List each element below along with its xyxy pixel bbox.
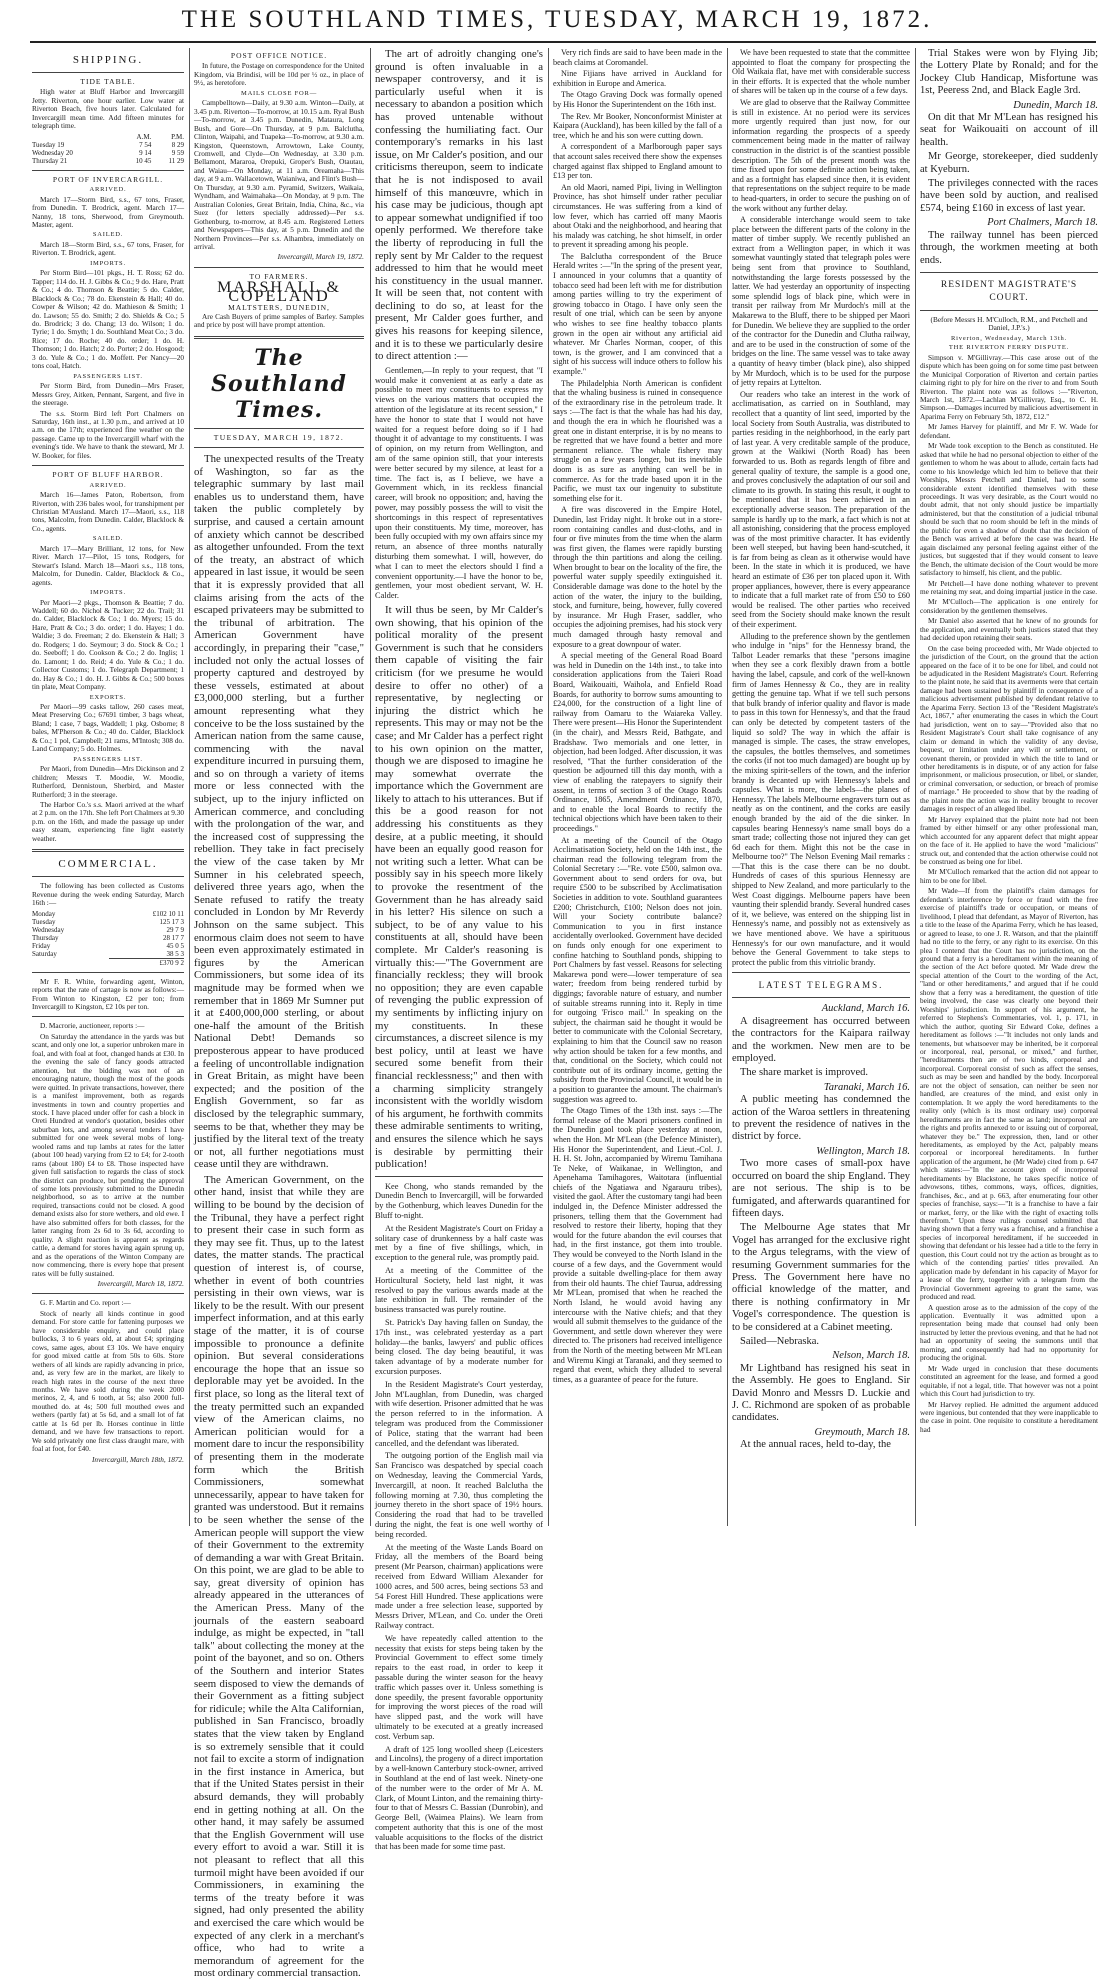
court-paragraph: Mr Petchell—I have done nothing whatever to prevent me retaining my seat, and doing impartial justice in the case. — [920, 578, 1098, 596]
passengers-label: PASSENGERS LIST. — [73, 755, 143, 763]
customs-table — [32, 910, 184, 967]
tide-row: Thursday 21 10 45 11 29 — [32, 156, 184, 165]
news-paragraph: We are glad to observe that the Railway Committee is still in existence. At no period were its services more urgently required than just now, for our information regarding the prospects of a speedy commencement being made in the matter of railway construction in the district is of the scantiest possible description. The 5th of the present month was the time fixed upon for some definite action being taken, and as a fortnight has elapsed since then, it is evident that representations on the subject require to be made to head-quarters, in order to secure the pushing on of the work without any further delay. — [732, 97, 910, 213]
telegrams-continued — [920, 48, 1098, 267]
firm-name: MARSHALL & COPELAND — [217, 279, 341, 305]
customs-row: Saturday 38 5 3 — [32, 949, 184, 958]
editorial-paragraph: The art of adroitly changing one's ground is often invaluable in a newspaper controversy, and it is particularly useful when it is necessary to abandon a position which has proved untenable without confessing the humiliating fact. Our contemporary's remarks in his last issue, on Mr Calder's position, and our criticisms thereupon, seem to indicate that he is not indisposed to avail himself of this manœuvre, which in his case may be judicious, though apt to appear somewhat undignified if too openly performed. We therefore take the liberty of reproducing in full the reply sent by Mr Calder to the request addressed to him that he would meet his constituency in the usual manner. It will be seen that, not content with declining to do so, at least for the present, Mr Calder goes further, and gives his reasons for keeping silence, and it is to these we particularly desire to direct attention :— — [375, 48, 543, 363]
news-paragraph: At a meeting of the Committee of the Horticultural Society, held last night, it was resolved to pay the various awards made at the late exhibition in full. The remainder of the business transacted was purely routine. — [375, 1266, 543, 1315]
court-paragraph: A question arose as to the admission of the copy of the application. Eventually it was admitted upon a representation being made that counsel had only been instructed by letter the previous evening, and that he had not had an opportunity of seeing the summons until that morning, and consequently had had no opportunity for producing the original. — [920, 1302, 1098, 1363]
tide-header-row: A.M. P.M. — [136, 132, 184, 141]
arrived-label: ARRIVED. — [89, 481, 127, 489]
news-paragraph: In the Resident Magistrate's Court yesterday, John M'Laughlan, from Dunedin, was charged with wife desertion. Prisoner admitted that he was the person referred to in the information. A telegram was produced from the Commissioner of Police, stating that the warrant had been cancelled, and the defendant was liberated. — [375, 1379, 543, 1448]
editorial-paragraph: It will thus be seen, by Mr Calder's own showing, that his opinion of the political morality of the present Government is such that he considers them capable of visiting the fair criticism (for we presume he would desire to offer no other) of a representative, by neglecting or injuring the district which he represents. This may or may not be the case; and Mr Calder has a perfect right to his own opinion on the matter, though we are disposed to imagine he may somewhat overrate the importance which the Government are likely to attach to his utterances. But if this be a good reason for not addressing his constituents as they desire, at a public meeting, it should have been an equally good reason for not writing such a letter. What can be possibly say in his speech more likely to provoke the resentment of the Government than he has already said in his letter? His silence on such a subject, to be of any value to his constituents at all, should have been complete. Mr Calder's reasoning is virtually this:—"The Government are financially reckless; they will brook no opposition; they are even capable of revenging the public expression of my sentiments by inflicting injury on my constituents. In these circumstances, a discreet silence is my best policy, until at least we have secured some benefit from their financial recklessness;" and then with a charming simplicity strangely inconsistent with the worldly wisdom of his argument, he forthwith commits these admirable sentiments to writing, and ensures the silence which he says is desirable by permitting their publication! — [375, 603, 543, 1171]
news-paragraph: The Otago Graving Dock was formally opened by His Honor the Superintendent on the 16th inst. — [553, 90, 722, 109]
divider — [194, 428, 364, 429]
customs-total-row: £370 9 2 — [32, 958, 184, 967]
imports-label: IMPORTS. — [90, 259, 126, 267]
column-rule — [548, 48, 549, 1526]
firm-subtitle: MALTSTERS, DUNEDIN, — [228, 303, 330, 313]
divider — [32, 465, 184, 466]
news-paragraph: Kee Chong, who stands remanded by the Dunedin Bench to Invercargill, will be forwarded by the Gothenburg, which leaves Dunedin for the Bluff to-night. — [375, 1181, 543, 1221]
column-court — [920, 48, 1098, 1526]
court-paragraph: Mr M'Culloch remarked that the action did not appear to him to be one for libel. — [920, 867, 1098, 885]
mails-close-label: MAILS CLOSE FOR— — [240, 89, 317, 97]
macrorie-signature: Invercargill, March 18, 1872. — [97, 1279, 184, 1289]
customs-row: Monday £102 10 11 — [32, 909, 184, 918]
telegram-paragraph: The railway tunnel has been pierced through, the workmen meeting at both ends. — [920, 229, 1098, 266]
mails-schedule: Campbelltown—Daily, at 9.30 a.m. Winton—Daily, at 3.45 p.m. Riverton—To-morrow, at 10.15 a.m. Ryal Bush—To-morrow, at 3.45 p.m. Dunedin, Mataura, Long Bush, and Gore—On Thursday, at 9 p.m. Balclutha, Clinton, Waipahi, and Tuapeka—To-morrow, at 9.30 a.m. Kingston, Queenstown, Arrowtown, Lake County, Cromwell, and Clyde—On Wednesday, at 3.30 p.m. Bellamont, Mararoa, Orepuki, Groper's Bush, Otautau, and Waiau—On Monday, at 11 a.m. Oreamaha—This day, at 9 a.m. Wallacetown, Waianiwa, and Flint's Bush—On Thursday, at 9.30 a.m. Pyramid, Switzers, Waikaia, Wyndham, and Waimahaka—On Monday, at 9 p.m. The Australian Colonies, Great Britain, India, China, &c., via Suez (for letters specially addressed)—Per s.s. Gothenburg, to-morrow, at 8.45 a.m. Registered Letters and Newspapers—This day, at 5 p.m. Dunedin and the Northern Provinces—Per s.s. Alhambra, immediately on arrival. — [194, 98, 364, 251]
tide-row: Tuesday 19 7 54 8 29 — [32, 140, 184, 149]
news-paragraph: The outgoing portion of the English mail via San Francisco was despatched by special coach on Wednesday, leaving the Commercial Yards, Invercargill, at noon. It reached Balclutha the following morning at 7.30, thus completing the journey thereto in the short space of 19½ hours. Considering the road that had to be travelled during the night, the feat is one well worthy of being recorded. — [375, 1451, 543, 1539]
court-case-title: THE RIVERTON FERRY DISPUTE. — [948, 344, 1070, 352]
divider — [375, 1176, 543, 1177]
telegram-paragraph: Two more cases of small-pox have occurred on board the ship England. They are not serious. The ship is to be fumigated, and afterwards quarantined for fifteen days. — [732, 1158, 910, 1219]
divider — [194, 267, 364, 268]
imports-label: IMPORTS. — [90, 589, 126, 597]
divider — [194, 336, 364, 339]
column-rule — [370, 48, 371, 1526]
invercargill-sailings: March 18—Storm Bird, s.s., 67 tons, Fraser, for Riverton. T. Brodrick, agent. — [32, 239, 184, 258]
latest-telegrams-heading: LATEST TELEGRAMS. — [758, 980, 884, 991]
court-paragraph: Mr Harvey replied. He admitted the argument adduced were ingenious, but contended that they were inapplicable to the case in point. One requisite to constitute a hereditament had — [920, 1399, 1098, 1434]
calder-letter: Gentlemen,—In reply to your request, that "I would make it convenient at as early a date as possible to meet my constituents to express my views on the various matters that occupied the attention of the legislature at its recent session," I have the honor to state that I would not have waited for a request before doing so if I had thought it of advantage to my constituents. I was of opinion, on my return from Wellington, and am of the same opinion still, that your interests were better secured by my silence, at least for a time. The fact is, as I believe, we have a Government which, in its reckless financial career, will brook no opposition; and, having the power, may possibly possess the will to visit the shortcomings in this respect of representatives upon their constituents. My time, moreover, has been fully occupied with my own affairs since my return, an absence of three months naturally disturbing them somewhat. I will, however, do what I can to meet the electors should I find a convenient opportunity.—I have the honor to be, gentlemen, your most obedient servant, W. H. Calder. — [375, 365, 543, 601]
port-invercargill-heading: PORT OF INVERCARGILL. — [52, 174, 164, 184]
macrorie-report: On Saturday the attendance in the yards was but scant, and only one lot, a superior unbroken mare in foal, and with foal at foot, changed hands at £30. In the evening the sale of fancy goods attracted attention, but the bidding was not of an encouraging nature, though the most of the goods were quitted. In private transactions, however, there is a manifest improvement, both as regards investments in town and country properties and stock. I have placed under offer for cash a block in Oreti Hundred at vendor's quotation, besides other suburban lots, and among several tenders I have submitted for one week several mobs of long-wooled rams and tup lambs at rates for the latter (about 100 head) varying from £2 to £4; for 2-tooth rams (about 180) £4 to £8. Those inspected have given full satisfaction to regards the class of stock the district can produce, but pending the approval of some lots previously submitted to the Dunedin neighborhood, so as to arrive at the number required, transactions could not be closed. A good demand exists also for store wethers, and old ewe. I have also submitted offers for both classes, for the latter ranging from 2s 6d to 3s 6d, according to quality. A slight reaction is apparent as regards cattle, a demand for stores having again sprung up, and as the operations of the Winton Company are now commencing, there is every hope that present rates will be fully sustained. — [32, 1031, 184, 1278]
column-editorial — [375, 48, 543, 1852]
news-paragraph: The Rev. Mr Booker, Nonconformist Minister at Kaipara (Auckland), has been killed by the fall of a tree, which he and his son were cutting down. — [553, 111, 722, 140]
court-paragraph: Mr Wade—If from the plaintiff's claim damages for defendant's interference by force or fraud with the free exercise of plaintiff's trade or occupation, or means of livelihood, I plead that defendant, as Mayor of Riverton, has a title to the lease of the Aparima Ferry, which he has leased, or agreed to lease, to one J. R. Watson, and that the plaintiff had no title to the ferry, or any right to its exercise. On this plea I contend that the Court has no jurisdiction, on the ground that a ferry is a hereditament within the meaning of the section of the Act before quoted. Mr Wade drew the special attention of the Court to the wording of the Act, "land or other hereditaments," and argued that if he could show that a ferry was a hereditament, the question of title being involved, the case was clearly one beyond their Worships' jurisdiction. In support of his argument, he referred to Stephens's Commentaries, vol. 1, p. 171, in which the author, quoting Sir Edward Coke, defines a hereditament as follows :—"It includes not only lands and tenements, but whatsoever may be inherited, be it corporeal or incorporeal, real, personal, or mixed," and further, "hereditaments then are of two kinds, corporeal and incorporeal. Corporeal consist of such as affect the senses, such as may be seen and handled by the body. Incorporeal are not the object of sensation, can neither be seen nor handled, are creatures of the mind, and exist only in contemplation. It we apply the word hereditaments to the reality only (which is its most ordinary use) corporeal hereditaments are in fact the same as land; incorporeal are the rights and profits annexed to or issuing out of corporeal, whatever they be." The expression, then, land or other hereditaments, as employed by the Act, palpably means corporeal or incorporeal hereditaments. In further application of the argument, he (Mr Wade) cited from p. 647 which states:—"In the account given of incorporeal hereditaments by Blackstone, he takes specific notice of advowsons, tithes, commons, ways, offices, dignities, franchises, &c., and at p. 663, after enumerating four other species of franchise, says:—"It is a franchise to have a fair or market, ferry, or the like with the right of exacting tolls therefrom." Upon these rulings counsel submitted that having shown that a ferry was a franchise, and a franchise a species of incorporeal hereditament, if he succeeded in showing that defendant or his lessee had a title to the ferry in question, this Court could not try the action as brought as to which of the contending parties' titles prevailed. An application made by defendant in his capacity of Mayor for a lease of the ferry, together with a telegram from the Provincial Government agreeing to grant the same, was produced and read. — [920, 886, 1098, 1302]
news-paragraph: Nine Fijians have arrived in Auckland for exhibition in Europe and America. — [553, 69, 722, 88]
telegram-paragraph: A disagreement has occurred between the contractors for the Kaipara railway and the workmen. New men are to be employed. — [732, 1015, 910, 1065]
news-paragraph: A fire was discovered in the Empire Hotel, Dunedin, last Friday night. It broke out in a store-room containing candles and dust-cloths, and in four or five minutes from the time when the alarm was first given, the flames were rapidly bursting through the thin partitions and along the ceiling. When brought to bear on the locality of the fire, the powerful water supply speedily extinguished it. Considerable damage was done to the hotel by the action of the water, the injury to the building, stock, and furniture, being, however, fully covered by insurance. Mr Hugh Fraser, saddler, who occupies the adjoining premises, had his stock very much damaged through hasty removal and exposure to a great downpour of water. — [553, 505, 722, 649]
paper-title: The Southland Times. — [211, 344, 347, 423]
divider — [920, 310, 1098, 311]
commercial-heading: COMMERCIAL. — [58, 858, 158, 871]
court-paragraph: Mr Daniel also asserted that he knew of no grounds for the application, and eventually both justices stated that they had decided upon retaining their seats. — [920, 616, 1098, 643]
telegram-dateline: Dunedin, March 18. — [1013, 99, 1098, 111]
sailed-label: SAILED. — [92, 231, 124, 239]
court-paragraph: Simpson v. M'Gillivray.—This case arose out of the dispute which has been going on for some time past between the Municipal Corporation of Riverton and certain parties claiming right to ply for hire on the river to and from South Riverton. The plaint note was as follows :—"Riverton, March 1st, 1872.—Lachlan M'Gillivray, Esq., to C. H. Simpson.—Damages incurred by malicious advertisement in Aparima Ferry on February 5th, 1872, £12." — [920, 352, 1098, 421]
masthead: THE SOUTHLAND TIMES, TUESDAY, MARCH 19, 1872. — [181, 6, 933, 33]
news-paragraph: The Otago Times of the 13th inst. says :—The formal release of the Maori prisoners confined in the Dunedin gaol took place yesterday at noon, when the Hon. Mr M'Lean (the Defence Minister), His Honor the Superintendent, and Lieut.-Col. J. H. H. St. John, accompanied by Wiremu Tamihana Te Neke, of Waikanae, in Wellington, and Apenehama Tamihagores, Waitotara (influential chiefs of the Ngatiawa and Ngarauru tribes), visited the gaol. After the customary tangi had been indulged in, the Defence Minister addressed the prisoners, telling them that the Government had resolved to restore their liberty, hoping that they would for the future abandon the evil courses that had, in the first instance, got them into trouble. They would be conveyed to the North Island in the course of a few days, and the Government would provide a suitable dwelling-place for them away from their old haunts. The chief Taurua, addressing Mr M'Lean, promised that when he reached the North Island, he would avoid having any intercourse with the Native chiefs; and that they would all submit themselves to the guidance of the Government, and settle down wherever they were directed to. The prisoners had received intelligence from the North of the meeting between Mr M'Lean and Wiremu Kingi at Taranaki, and they seemed to regard that event, which they alluded to several times, as a guarantee of peace for the future. — [553, 1106, 722, 1384]
bluff-arrivals: March 16—James Paton, Robertson, from Riverton, with 236 bales wool, for transhipment per Christian M'Ausland. March 17—Maori, s.s., 118 tons, Malcolm, from Dunedin. Calder, Blacklock & Co., agents. — [32, 490, 184, 533]
divider — [32, 849, 184, 852]
customs-intro: The following has been collected as Customs Revenue during the week ending Saturday, March 16th :— — [32, 881, 184, 908]
news-paragraph: A special meeting of the General Road Board was held in Dunedin on the 14th inst., to take into consideration applications from the Taieri Road Board, Waikouaiti, Waihola, and Enfield Road Boards, for authority to borrow sums amounting to £24,000, for the construction of a light line of railway from Oamaru to the Waiareka Valley. There were present—His Honor the Superintendent (in the chair), and Messrs Reid, Bathgate, and Bradshaw. Two memorials and one letter, in objection, had been lodged. After discussion, it was resolved, "That the further consideration of the question be adjourned till this day month, with a view of enabling the ratepayers to signify their assent, in terms of section 3 of the Otago Roads Ordinance, 1865, Amendment Ordinance, 1870, and to enable the local Boards to rectify the technical objections which have been taken to their proceedings." — [553, 651, 722, 833]
divider — [732, 997, 910, 998]
telegram-paragraph: The Melbourne Age states that Mr Vogel has arranged for the exclusive right to the Argus telegrams, with the view of resuming Government summaries for the Press. The Government here have no official knowledge of the matter, and there is nothing confirmatory in Mr Vogel's correspondence. The question is to be considered at a Cabinet meeting. — [732, 1222, 910, 1333]
telegram-paragraph: Mr George, storekeeper, died suddenly at Kyeburn. — [920, 151, 1098, 175]
column-rule — [727, 48, 728, 1526]
firm-advert: Are Cash Buyers of prime samples of Barley. Samples and price by post will have prompt attention. — [194, 311, 364, 330]
telegram-dateline: Port Chalmers, March 18. — [987, 217, 1098, 229]
divider — [32, 170, 184, 171]
bluff-imports: Per Maori—2 pkgs., Thomson & Beattie; 7 do. Waddell; 60 do. Nichol & Tucker; 22 do. Trail; 31 do. Calder, Blacklock & Co.; 1 do. Myers; 15 do. Hare, Pratt & Co.; 3 do. order; 1 do. Hayes; 1 do. Waldie; 3 do. Freeman; 2 do. Ekenstein & Hall; 3 do. Rodgers; 1 do. Seymour; 3 do. Stock & Co.; 1 do. Seeboff; 1 do. Cookson & Co.; 2 do. Inglis; 1 do. Lamont; 1 do. Reid; 4 do. Yule & Co.; 1 do. Collector Customs; 1 do. Telegraph Department; 1 do. Hay & Co.; 1 do. H. J. Gibbs & Co.; 500 boxes tin plate, Meat Company. — [32, 597, 184, 692]
court-paragraph: Mr M'Culloch—The application is one entirely for consideration by the gentlemen themselves. — [920, 597, 1098, 615]
sailed-label: SAILED. — [92, 535, 124, 543]
post-office-heading: POST OFFICE NOTICE. — [230, 51, 328, 60]
martin-signature: Invercargill, March 18th, 1872. — [91, 1454, 184, 1464]
news-paragraph: Our readers who take an interest in the work of acclimatisation, as carried on in Southland, may recollect that a quantity of lint seed, imported by the local Society from South Australia, was distributed to parties residing in the neighborhood, in the early part of last year. A very creditable sample of the produce, grown at the Waikiwi (North Road) has been forwarded to us. Both as regards length of fibre and general quality of texture, the sample is a good one, and proves conclusively the adaptation of our soil and climate to its growth. In stating this result, it ought to be mentioned that it has been achieved in an exceptionally adverse season. The preparation of the sample is hardly up to the mark, a fact which is not at all astonishing, considering that the process employed was of the most primitive character. It has evidently been well steeped, but having been hand-scutched, it is far from being as clean as it otherwise would have been. In the state in which it is produced, we have heard an estimate of £36 per ton placed upon it. With proper appliances, however, there is every appearance to indicate that a full market rate of from £50 to £60 would be realised. The other parties who received seed from the Society should make known the result of their experiment. — [732, 389, 910, 630]
divider — [194, 447, 364, 448]
court-paragraph: Mr Harvey explained that the plaint note had not been framed by either himself or any other professional man, which accounted for any apparent defect that might appear on the face of it. He applied to have the word "malicious" struck out, and contended that the action otherwise could not be construed as being one for libel. — [920, 814, 1098, 866]
arrived-label: ARRIVED. — [89, 186, 127, 194]
news-paragraph: An old Maori, named Pipi, living in Wellington Province, has shot himself under rather peculiar circumstances. He was suffering from a kind of low fever, which has carried off many Maoris about Otaki and the neighborhood, and hearing that his malady was catching, he shot himself, in order to prevent it spreading among his people. — [553, 182, 722, 250]
court-paragraph: Mr James Harvey for plaintiff, and Mr F. W. Wade for defendant. — [920, 422, 1098, 440]
martin-report: Stock of nearly all kinds continue in good demand. For store cattle for fattening purposes we have considerable enquiry, and could place bullocks, 3 to 6 years old, at about £4; springing cows, same ages, about £3 10s. We have enquiry for good mixed cattle at from 50s to 60s. Store wethers of all kinds are rapidly advancing in price, and, as very few are in the market, are likely to reach high rates in the course of the next three months. We have sold during the week 2000 merinos, 2, 4, and 6 tooth, at 5s; also 2000 full-mouthed do. at 4s; 500 full mouthed ewes and wethers (partly fat) at 5s 6d, and a small lot of fat cattle at 1s 6d per lb. Horses continue in little demand, and we have few transactions to report. We sold privately one first class draught mare, with foal at foot, for £40. — [32, 1308, 184, 1454]
divider — [732, 972, 910, 973]
column-shipping-commercial — [32, 48, 184, 1526]
tide-table — [32, 133, 184, 165]
bluff-exports: Per Maori—99 casks tallow, 260 cases meat, Meat Preserving Co.; 67691 timber, 3 bags wheat, Bland; 1 case, 7 bags, Waddell; 1 pkg. Osborne; 8 bales, M'Pherson & Co.; 40 do. Calder, Blacklock & Co.; 1 pol, Campbell; 21 rams, M'Intosh; 308 do. Land Company; 5 do. Holmes. — [32, 702, 184, 754]
invercargill-imports: Per Storm Bird—101 pkgs., H. T. Ross; 62 do. Tapper; 114 do. H. J. Gibbs & Co.; 9 do. Hare, Pratt & Co.; 4 do. Thomson & Beattie; 5 do. Calder, Blacklock & Co.; 78 do. Ekenstein & Hall; 40 do. Cowper & Wilson; 42 do. Mathieson & Smith; 1 do. Lawson; 55 do. Smith; 2 do. Shields & Co.; 5 do. Brodrick; 3 do. Chang; 13 do. Wilson; 1 do. Tyrie; 1 do. Smyth; 1 do. Southland Meat Co.; 3 do. Rice; 17 do. Roche; 40 do. order; 1 do. H. Thomson; 1 do. Hatch; 2 do. Porter; 2 do. Hosgood; 3 do. Yule & Co.; 1 do. Moffett. Per Nancy—20 tons coal, Hatch. — [32, 268, 185, 371]
bluff-sailings: March 17—Mary Brilliant, 12 tons, for New River. March 17—Pilot, 15 tons, Rodgers, for Stewart's Island. March 18—Maori s.s., 118 tons, Malcolm, for Dunedin. Calder, Blacklock & Co., agents. — [32, 543, 184, 587]
news-paragraph: St. Patrick's Day having fallen on Sunday, the 17th inst., was celebrated yesterday as a part holiday—the banks, lawyers' and public offices being closed. The day being beautiful, it was taken advantage of by a moderate number for excursion purposes. — [375, 1318, 543, 1377]
post-office-intro: In future, the Postage on correspondence for the United Kingdom, via Brindisi, will be 10d per ½ oz., in place of 9½, as heretofore. — [194, 61, 364, 88]
masthead-rule — [30, 41, 1096, 43]
telegram-paragraph: Mr Lightband has resigned his seat in the Assembly. He goes to England. Sir David Monro and Messrs D. Luckie and J. C. Richmond are spoken of as probable candidates. — [732, 1362, 910, 1424]
divider — [920, 272, 1098, 273]
passengers-label: PASSENGERS LIST. — [73, 372, 143, 380]
telegram-paragraph: At the annual races, held to-day, the — [740, 1439, 891, 1451]
news-paragraph: A draft of 125 long woolled sheep (Leicesters and Lincolns), the progeny of a direct importation by a well-known Canterbury stock-owner, arrived in Southland at the end of last week. Ninety-one of the number were to the order of Mr A. M. Clark, of Mount Linton, and the remaining thirty-four to that of Messrs C. Bassian (Dunrobin), and George Bell, (Waimea Plains). We learn from competent authority that this is one of the most valuable acquisitions to the flocks of the district that has been made for some time past. — [375, 1744, 543, 1852]
telegram-dateline: Nelson, March 18. — [832, 1350, 910, 1362]
farmers-heading: TO FARMERS. — [249, 271, 309, 281]
telegram-paragraph: Sailed—Nebraska. — [740, 1335, 820, 1347]
column-notices-leader — [194, 48, 365, 1980]
court-paragraph: On the case being proceeded with, Mr Wade objected to the jurisdiction of the Court, on the ground that the action appeared on the face of it to be one for libel, and could not be adjudicated in the Resident Magistrate's Court. Referring to the plaint note, he said that its averments were that certain damage had been sustained by plaintiff in consequence of a malicious advertisement published by defendant relative to the Aparima Ferry. Section 13 of the "Resident Magistrate's Act, 1867," after enumerating the cases in which the Court had jurisdiction, went on to say—"Provided also that no Resident Magistrate's Court shall take cognisance of any claim or demand in which the validity of any devise, bequest, or limitation under any will or settlement, or covenant therein, or provided in which the title to land or other hereditaments is in dispute, or of any action for false imprisonment, or malicious prosecution, or libel, or slander, or criminal conversation, or seduction, or breach of promise of marriage." He proceeded to show that by the reading of the plaint note the action was in reality brought to recover damages in respect of an alleged libel. — [920, 643, 1098, 814]
news-paragraph: A considerable interchange would seem to take place between the different parts of the colony in the matter of timber supply. We recently published an extract from a Wellington paper, in which it was somewhat vauntingly stated that telegraph poles were being sent from that province to Southland, notwithstanding the large forests possessed by the latter. We had yesterday an opportunity of inspecting some splendid logs of black pine, which were in transit per railway from Mr Murdoch's mill at the Makarewa to the Bluff, there to be shipped per Maori for Dunedin. We believe they are supplied to the order of the contractor for the Dunedin and Clutha railway, and are to be used in the construction of some of the bridges on the line. The same vessel was to take away a quantity of heavy timber (black pine), also shipped by Mr Murdoch, which is to be used for the purpose of jetty repairs at Lyttelton. — [732, 215, 910, 388]
court-bench: (Before Messrs H. M'Culloch, R.M., and Petchell and Daniel, J.P.'s.) — [930, 314, 1088, 333]
telegrams — [732, 1003, 910, 1451]
column-rule — [915, 48, 916, 1526]
news-paragraph: At a meeting of the Council of the Otago Acclimatisation Society, held on the 14th inst., the chairman read the following telegram from the Colonial Secretary :—"Re. vote £500, salmon ova. Government about to send orders for ova, but require £500 to be subscribed by Acclimatisation Societies in addition to vote. Southland guarantees £200; Christchurch, £100; Nelson does not join. Will your Society contribute balance? Communication to you in first instance accidentally overlooked. Government have decided on funds only enough for one experiment to confine hatching to Southland ponds, shipping to Port Chalmers by fast vessel. Reasons for selecting Makarewa pond were—lower temperature of sea water; freedom from being rendered turbid by diggings; favorable nature of estuary, and number of suitable streams running into it. Reply in time for outgoing 'Frisco mail." In speaking on the subject, the chairman said he thought it would be better to communicate with the Colonial Secretary, explaining to him that the Council saw no reason why action should be taken for a few months, and that, conditional on the Society, which could not contribute out of its ordinary income, getting the subsidy from the Provincial Council, it would be in a position to guarantee the amount. The chairman's suggestion was agreed to. — [553, 835, 722, 1104]
telegram-paragraph: A public meeting has condemned the action of the Waroa settlers in threatening to prevent the residence of natives in the district by force. — [732, 1094, 910, 1143]
court-dateline: Riverton, Wednesday, March 13th. — [951, 334, 1067, 342]
telegram-paragraph: Trial Stakes were won by Flying Jib; the Lottery Plate by Ronald; and for the Jockey Club Handicap, Misfortune was 1st, Peeress 2nd, and Black Eagle 3rd. — [920, 48, 1098, 97]
leader-paragraph: The American Government, on the other hand, insist that while they are willing to be bound by the decision of the Tribunal, they have a perfect right to present their case in such form as they may see fit. Thus, up to the latest dates, the matter stands. The practical question of interest is, of course, whether in event of both countries persisting in their own views, war is likely to be the result. With our present imperfect information, and at this early stage of the matter, it is of course impossible to pronounce a definite opinion. But several considerations encourage the hope that an issue so deplorable may yet be avoided. In the first place, so long as the literal text of the treaty permitted such an expanded view of the American claims, no American politician would for a moment dare to incur the responsibility of presenting them in the moderate form which the British Commissioners, somewhat unnecessarily, appear to have taken for granted was understood. But it remains to be seen whether the sense of the American people will support the view of their Government to the extremity of demanding a war with Great Britain. On this point, we are glad to be able to say, great diversity of opinion has already appeared in the utterances of the American Press. Many of the journals of the eastern seaboard indulge, as might be expected, in "tall talk" about collecting the money at the point of the bayonet, and so on. Others of the Southern and interior States seem disposed to view the demands of their Government as a fitting subject for ridicule; while the Alta Californian, published in San Francisco, broadly states that the view taken by England is so extremely sensible that it could not fail to excite a storm of indignation in the first instance in America, but that if the United States persist in their absurd demands, they will probably end in getting nothing at all. On the other hand, it may safely be assumed that the English Government will use every effort to avoid a war. Still it is not pleasant to reflect that all this turmoil might have been avoided if our Commissioners, in examining the terms of the treaty before it was signed, had only presented the ability and exercised the care which would be expected of any clerk in a merchant's office, who had to write a memorandum of agreement for the most ordinary commercial transaction. — [194, 1173, 365, 1980]
shipping-heading: SHIPPING. — [72, 54, 144, 66]
port-bluff-heading: PORT OF BLUFF HARBOR. — [52, 470, 164, 480]
invercargill-passengers: Per Storm Bird, from Dunedin—Mrs Fraser, Messrs Grey, Aitken, Pennant, Sargent, and five in the steerage. — [32, 381, 184, 408]
tide-row: Wednesday 20 9 14 9 59 — [32, 148, 184, 157]
customs-row: Friday 45 0 5 — [32, 941, 184, 950]
customs-row: Thursday 28 17 7 — [32, 933, 184, 942]
news-paragraph: Alluding to the preference shown by the gentlemen who indulge in "nips" for the Hennessy brand, the Talbot Leader remarks that these "persons imagine when they see a cork flexibly drawn from a bottle having the label, capsule, and cork of the well-known firm of James Hennessy & Co., they are in reality getting the genuine tap. What if we tell such persons that bulk brandy of inferior quality and flavor is made to pass in this town for Hennessy's, and that the fraud can only be detected by competent tasters of the liquid so sold? The way in which the affair is managed is simple. The cases, the straw envelopes, the capsules, the bottles themselves, and sometimes the corks (if not too much damaged) are bought up by the mixing spirit-sellers of the town, and the inferior brandy is decanted up with Hennessy's labels and capsules. What is more, the labels—the planes of Hennessy. The labels Melbourne engravers turn out as neatly as on the continent, and the corks are easily enough branded by the aid of the die sinker. In capsules bearing Hennessy's name small boys do a smart trade; collecting those not injured they can get 6d each for them. Might this not be the case in Melbourne too?" The Nelson Evening Mail remarks :—That this is the case there can be no doubt. Hundreds of cases of this spurious Hennessy are shipped to New Zealand, and more particularly to the West Coast diggings. Melbourne papers have been vaunting their splendid brandy. Several hundred cases of it, we believe, was entered on the shipping list in Hennessy's name, and possibly not as extensively as we have mentioned above. We have a spirituous Hennessy's for our own manufacture, and it would behove the General Government to take steps to protect the public from this vitriolic brandy. — [732, 631, 910, 967]
exports-label: EXPORTS. — [89, 693, 127, 701]
divider — [32, 72, 184, 73]
invercargill-arrivals: March 17—Storm Bird, s.s., 67 tons, Fraser, from Dunedin. T. Brodrick, agent. March 17—Nanny, 18 tons, Sherwood, from Greymouth. Master, agent. — [32, 194, 184, 229]
news-paragraph: The Philadelphia North American is confident that the whaling business is ruined in consequence of the extraordinary rise in the petroleum trade. It says :—The fact is that the whale has had his day, and though the era in which he flourished was a great one in distant enterprise, it is by no means to be regretted that we have found a better and more permanent reliance. The whale fishery may struggle on a few years longer, but its inevitable doom is as sure as anything can well be in commerce. As for the trade based upon it in the Pacific, we must tax our ingenuity to substitute something else for it. — [553, 378, 722, 503]
news-paragraph: We have been requested to state that the committee appointed to float the company for prospecting the Old Waikaia flat, have met with considerable success in their efforts. It is expected that the whole number of shares will be taken up in the course of a few days. — [732, 48, 910, 96]
news-paragraph: At the meeting of the Waste Lands Board on Friday, all the members of the Board being present (Mr Pearson, chairman) applications were received from Edward William Alexander for 1000 acres, and 500 acres, being sections 53 and 54 Forest Hill Hundred. These applications were made under a free selection lease, supported by Messrs Driver, M'Lean, and Co. under the Oreti Railway contract. — [375, 1542, 543, 1630]
divider — [32, 1293, 184, 1294]
customs-row: Wednesday 29 7 9 — [32, 925, 184, 934]
telegram-dateline: Auckland, March 16. — [821, 1003, 910, 1015]
telegram-paragraph: The privileges connected with the races have been sold by auction, and realised £574, being £160 in excess of last year. — [920, 178, 1098, 214]
news-paragraph: We have repeatedly called attention to the necessity that exists for steps being taken by the Provincial Government to effect some timely repairs to the east road, in order to keep it passable during the winter season for the heavy traffic which passes over it. Unless something is done speedily, the present favorable opportunity for improving the worst pieces of the road will have slipped past, and the work will have ultimately to be executed at a greatly increased cost. Verbum sap. — [375, 1633, 543, 1741]
paper-date: TUESDAY, MARCH 19, 1872. — [213, 432, 345, 442]
macrorie-intro: D. Macrorie, auctioneer, reports :— — [40, 1021, 145, 1031]
telegram-dateline: Wellington, March 18. — [816, 1145, 910, 1157]
bluff-note: The Harbor Co.'s s.s. Maori arrived at the wharf at 2 p.m. on the 17th. She left Port Chalmers at 9.30 p.m. on the 16th, and made the passage up under easy steam, experiencing fine light easterly weather. — [32, 799, 184, 843]
post-office-signature: Invercargill, March 19, 1872. — [277, 252, 364, 262]
column-news-telegrams — [732, 48, 910, 1526]
telegram-paragraph: The share market is improved. — [740, 1067, 868, 1079]
tide-heading: TIDE TABLE. — [80, 77, 136, 86]
telegram-dateline: Greymouth, March 18. — [814, 1426, 910, 1438]
martin-intro: G. F. Martin and Co. report :— — [40, 1298, 131, 1308]
court-paragraph: Mr Wade took exception to the Bench as constituted. He asked that while he had no personal objection to either of the gentlemen to whom he was about to allude, certain facts had come to his knowledge which led him to believe that their Worships, Messrs Petchell and Daniel, had to some considerable extent identified themselves with these proceedings. It was very desirable, as the Court would no doubt admit, that not only should justice be impartially administered, but that the constitution of a judicial tribunal should be such that no room should be left in the minds of the public for even a shadow of doubt that the decision of the Bench was arrived at before the case was heard. He again disclaimed any personal feeling against either of the justices, but suggested that if they would consent to leave the Bench, the ultimate decision of the Court would be more satisfactory to himself, his client, and the public. — [920, 441, 1098, 578]
news-paragraph: At the Resident Magistrate's Court on Friday a solitary case of drunkenness by a half caste was met by a fine of five shillings, which, in exception to the general rule, was promptly paid. — [375, 1223, 543, 1263]
news-paragraph: A correspondent of a Marlborough paper says that account sales received there show the expenses charged against flax shipped to England amount to £13 per ton. — [553, 142, 722, 181]
column-rule — [189, 48, 190, 1526]
court-heading: RESIDENT MAGISTRATE'S COURT. — [940, 279, 1078, 303]
leader-article — [194, 453, 364, 1980]
storm-bird-note: The s.s. Storm Bird left Port Chalmers on Saturday, 16th inst., at 1.30 p.m., and arrived at 10 a.m. on the 17th; experienced fine weather on the passage. Came up to the Invercargill wharf with the evening's tide. We have to thank the steward, Mr J. W. Booker, for files. — [32, 408, 184, 460]
leader-paragraph: The unexpected results of the Treaty of Washington, so far as the telegraphic summary by last mail enables us to understand them, have taken the public completely by surprise, and caused a certain amount of anxiety which cannot be described as altogether unfounded. From the text of the treaty, an abstract of which appeared in last issue, it would be seen that it is expressly provided that all claims arising from the acts of the escaped privateers may be submitted to the tribunal of arbitration. The American Government have accordingly, in preparing their "case," included not only the actual losses of property captured and destroyed by these vessels, estimated at about £3,000,000 sterling, but a further amount representing what they conceive to be the loss sustained by the American nation from the same cause, commencing with the naval expenditure incurred in pursuing them, and so on through a variety of items more or less connected with the subject, up to the injury inflicted on American commerce, and concluding with the prolongation of the war, and the increased cost of suppressing the rebellion. They take in fact precisely the view of the case taken by Mr Sumner in his celebrated speech, delivered three years ago, when the Senate refused to ratify the treaty concluded in London by Mr Reverdy Johnson on the same subject. This enormous claim does not seem to have been even approximately estimated in figures by the American Commissioners, but some idea of its magnitude may be formed when we remember that in 1869 Mr Sumner put it at £400,000,000 sterling, or about one-half the amount of the British National Debt! Demands so preposterous appear to have produced a feeling of uncontrollable indignation in Great Britain, as might have been expected; and the position of the English Government, so far as disclosed by the telegraphic summary, seems to be that, whether they may be justified by the literal text of the treaty or not, all further negotiations must cease until they are withdrawn. — [194, 453, 365, 1171]
bluff-passengers: Per Maori, from Dunedin—Mrs Dickinson and 2 children; Messrs T. Moodie, W. Moodie, Rutherford, Dennistoun, Sherbird, and Master Rutherford; 3 in the steerage. — [32, 764, 184, 799]
customs-row: Tuesday 125 17 3 — [32, 917, 184, 926]
divider — [32, 1016, 184, 1017]
news-paragraph: The Balclutha correspondent of the Bruce Herald writes :—"In the spring of the present year, I announced in your columns that a quantity of tobacco seed had been left with me for distribution among parties willing to try the experiment of growing tobacco in Otago. I have only seen the result of one trial, which can be seen by anyone who wishes to see fine healthy tobacco plants grown in the open air without any artificial aid whatever. Mr Charles Norman, cooper, of this town, is the grower, and I am convinced that a sight of his success will induce others to follow his example." — [553, 251, 722, 376]
divider — [32, 972, 184, 973]
cartage-rate-note: Mr F. R. White, forwarding agent, Winton, reports that the rate of cartage is now as follows:—From Winton to Kingston, £2 per ton; from Invercargill to Kingston, £2 10s per ton. — [32, 976, 184, 1011]
news-paragraph: Very rich finds are said to have been made in the beach claims at Coromandel. — [553, 48, 722, 67]
divider — [32, 876, 184, 877]
column-news — [553, 48, 722, 1526]
telegram-dateline: Taranaki, March 16. — [823, 1081, 910, 1093]
telegram-paragraph: On dit that Mr M'Lean has resigned his seat for Waikouaiti on account of ill health. — [920, 112, 1098, 148]
tide-intro: High water at Bluff Harbor and Invercargill Jetty. Riverton, one hour earlier. Low water at Riverton Beach, five hours later. Calculated for Invercargill mean time. Add fifteen minutes for telegraph time. — [32, 87, 184, 131]
court-paragraph: Mr Wade urged in conclusion that these documents constituted an agreement for the lease, and formed a good equitable, if not a legal, title. That however was not a point which this Court had jurisdiction to try. — [920, 1363, 1098, 1399]
